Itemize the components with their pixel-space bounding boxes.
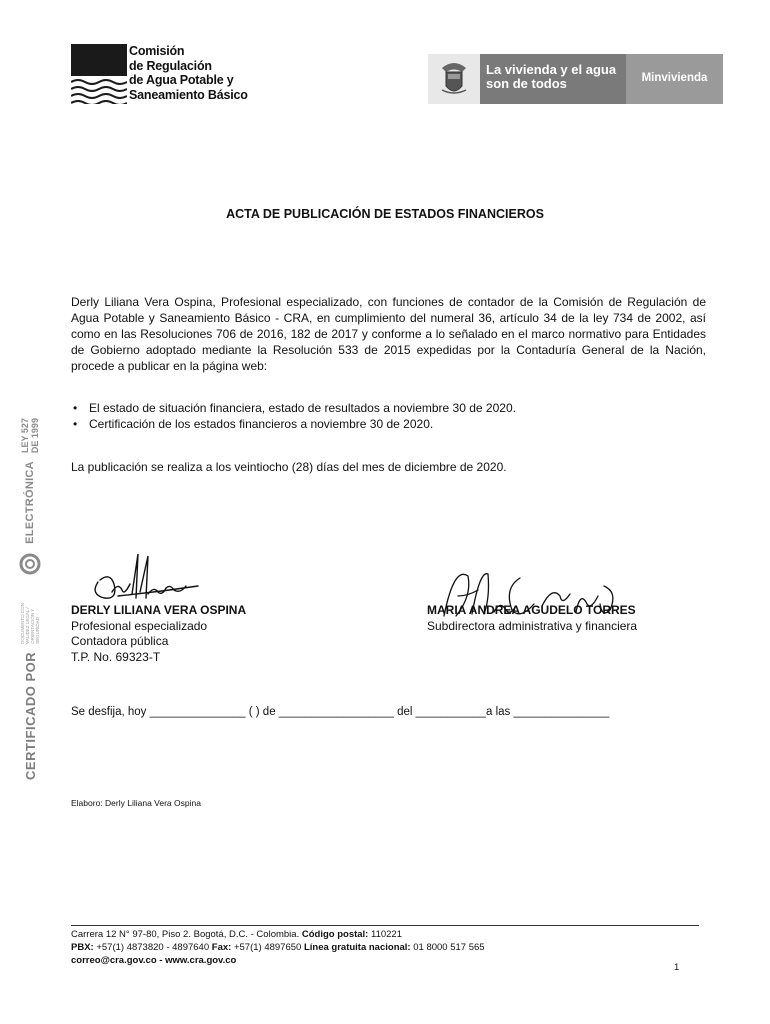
footer-address: Carrera 12 N° 97-80, Piso 2. Bogotá, D.C. - Colombia. bbox=[71, 929, 300, 940]
cra-logo-text bbox=[129, 44, 248, 102]
law-line: DE 1999 bbox=[30, 418, 40, 454]
signature-block-right bbox=[427, 603, 637, 634]
coat-of-arms-icon bbox=[428, 54, 480, 104]
banner-slogan-line: La vivienda y el agua bbox=[486, 62, 617, 77]
publication-date-sentence: La publicación se realiza a los veintiocho (28) días del mes de diciembre de 2020. bbox=[71, 460, 507, 474]
signer-name: MARIA ANDREA AGUDELO TORRES bbox=[427, 603, 636, 617]
footer-postal-label: Código postal: bbox=[301, 929, 369, 940]
signature-block-left bbox=[71, 603, 246, 665]
footer-divider bbox=[71, 925, 699, 926]
footer-fax-label: Fax: bbox=[211, 942, 232, 953]
footer-postal-value: 110221 bbox=[371, 929, 402, 940]
ministry-block bbox=[626, 54, 723, 104]
page-number: 1 bbox=[674, 962, 680, 973]
footer-contact-line bbox=[71, 954, 485, 967]
prepared-by: Elaboro: Derly Liliana Vera Ospina bbox=[71, 798, 201, 808]
removal-date-line: Se desfija, hoy _______________ ( ) de __________________ del ___________a las _______________ bbox=[71, 706, 610, 718]
certificate-seal-icon bbox=[18, 552, 42, 576]
certificate-stamp-content bbox=[18, 418, 42, 780]
signature-left bbox=[88, 552, 208, 608]
cra-logo-line: Comisión bbox=[129, 44, 185, 58]
signer-role: Subdirectora administrativa y financiera bbox=[427, 618, 638, 633]
signer-role: Profesional especializado bbox=[71, 618, 208, 633]
cra-logo-line: Saneamiento Básico bbox=[129, 87, 248, 102]
cra-waves-icon bbox=[71, 44, 127, 104]
footer bbox=[71, 928, 485, 967]
footer-line-value: 01 8000 517 565 bbox=[413, 942, 485, 953]
footer-address-line bbox=[71, 928, 485, 941]
footer-contact[interactable]: correo@cra.gov.co - www.cra.gov.co bbox=[71, 955, 237, 966]
ministry-name: Minvivienda bbox=[641, 72, 708, 84]
list-item: • El estado de situación financiera, estado de resultados a noviembre 30 de 2020. bbox=[71, 400, 706, 416]
list-item: • Certificación de los estados financieros a noviembre 30 de 2020. bbox=[71, 416, 706, 432]
cra-logo-line: de Regulación bbox=[129, 58, 212, 73]
signer-tp: T.P. No. 69323-T bbox=[71, 649, 161, 664]
electronic-label: ELECTRÓNICA bbox=[24, 461, 36, 544]
minvivienda-banner bbox=[428, 54, 723, 104]
certificate-stamp bbox=[12, 418, 48, 780]
stamp-small-text: DOCUMENTO CON VALIDEZ LEGAL / ORIENTACIÓN Y SEGURIDAD bbox=[20, 603, 40, 644]
intro-paragraph: Derly Liliana Vera Ospina, Profesional especializado, con funciones de contador de la Comisión de Regulación de Agua Potable y Saneamiento Básico - CRA, en cumplimiento del numeral 36, artículo 34 de la ley 734 de 2002, así como en las Resoluciones 706 de 2016, 182 de 2017 y conforme a lo señalado en el marco normativo para Entidades de Gobierno adoptado mediante la Resolución 533 de 2015 expedidas por la Contaduría General de la Nación, procede a publicar en la página web: bbox=[71, 295, 706, 373]
footer-pbx-label: PBX: bbox=[71, 942, 94, 953]
footer-fax-value: +57(1) 4897650 bbox=[233, 942, 302, 953]
signer-name: DERLY LILIANA VERA OSPINA bbox=[71, 603, 247, 617]
signer-title: Contadora pública bbox=[71, 634, 169, 648]
certified-by-label: CERTIFICADO POR bbox=[22, 651, 38, 780]
cra-logo bbox=[71, 44, 271, 106]
banner-slogan-line: son de todos bbox=[486, 76, 567, 91]
footer-line-label: Línea gratuita nacional: bbox=[303, 942, 411, 953]
banner-slogan bbox=[486, 63, 616, 91]
law-line: LEY 527 bbox=[20, 418, 30, 453]
law-label bbox=[20, 418, 40, 453]
footer-pbx-value: +57(1) 4873820 - 4897640 bbox=[96, 942, 210, 953]
cra-logo-line: de Agua Potable y bbox=[129, 73, 234, 87]
footer-phone-line bbox=[71, 941, 485, 954]
document-title: ACTA DE PUBLICACIÓN DE ESTADOS FINANCIEROS bbox=[226, 207, 544, 221]
publication-items-list bbox=[71, 400, 706, 432]
